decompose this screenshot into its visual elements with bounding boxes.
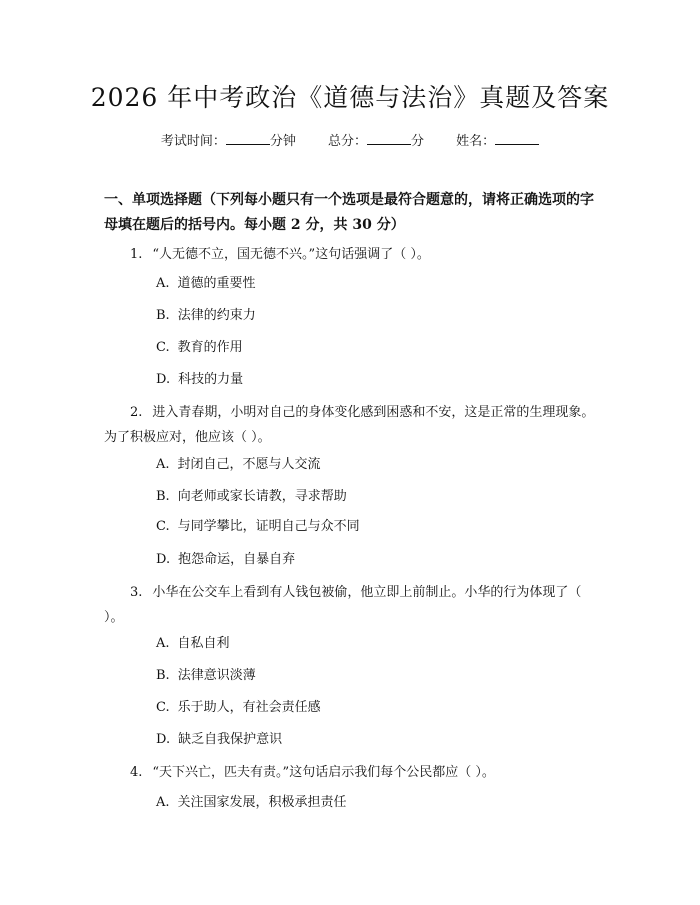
option-letter: A.: [156, 457, 170, 472]
question-3-option-c: [156, 698, 321, 718]
total-score-unit: 分: [411, 134, 425, 149]
question-2: [104, 400, 598, 450]
question-1: [104, 242, 598, 267]
option-text: 向老师或家长请教，寻求帮助: [177, 489, 347, 504]
option-text: 关注国家发展，积极承担责任: [177, 795, 347, 810]
question-text: 小华在公交车上看到有人钱包被偷，他立即上前制止。小华的行为体现了（ ）。: [104, 585, 582, 625]
option-text: 缺乏自我保护意识: [178, 732, 283, 747]
question-1-option-d: [156, 370, 243, 390]
option-letter: B.: [156, 668, 170, 683]
option-text: 抱怨命运，自暴自弃: [178, 552, 296, 567]
question-1-option-b: [156, 306, 256, 326]
exam-info-line: [0, 132, 700, 152]
question-4-option-a: [156, 793, 347, 813]
total-score-blank: [367, 132, 411, 145]
option-text: 封闭自己，不愿与人交流: [177, 457, 321, 472]
question-1-option-a: [156, 274, 256, 294]
document-title: 2026 年中考政治《道德与法治》真题及答案: [90, 83, 610, 112]
total-score-field: [328, 134, 424, 149]
option-text: 教育的作用: [177, 340, 243, 355]
option-letter: C.: [156, 519, 170, 534]
option-text: 道德的重要性: [177, 276, 256, 291]
question-3-option-d: [156, 730, 282, 750]
exam-time-blank: [226, 132, 270, 145]
option-text: 与同学攀比，证明自己与众不同: [177, 519, 360, 534]
student-name-field: [456, 134, 539, 149]
option-letter: A.: [156, 276, 170, 291]
question-4: [104, 760, 598, 785]
question-2-option-c: [156, 517, 360, 537]
question-text: “天下兴亡，匹夫有责。”这句话启示我们每个公民都应（ ）。: [152, 765, 495, 780]
question-number: 3.: [130, 585, 143, 600]
option-letter: A.: [156, 795, 170, 810]
question-2-option-d: [156, 550, 295, 570]
question-3-option-a: [156, 634, 230, 654]
option-text: 乐于助人，有社会责任感: [177, 700, 321, 715]
question-text: 进入青春期，小明对自己的身体变化感到困惑和不安，这是正常的生理现象。为了积极应对，他应该（ ）。: [104, 405, 595, 445]
question-2-option-b: [156, 487, 347, 507]
option-letter: B.: [156, 308, 170, 323]
option-text: 法律的约束力: [177, 308, 256, 323]
question-3-option-b: [156, 666, 256, 686]
question-1-option-c: [156, 338, 243, 358]
question-number: 1.: [130, 247, 143, 262]
option-letter: C.: [156, 700, 170, 715]
section-heading: 一、单项选择题（下列每小题只有一个选项是最符合题意的，请将正确选项的字母填在题后的括号内。每小题 2 分，共 30 分）: [104, 192, 594, 233]
option-letter: B.: [156, 489, 170, 504]
student-name-blank: [495, 132, 539, 145]
option-letter: A.: [156, 636, 170, 651]
question-number: 2.: [130, 405, 143, 420]
option-text: 自私自利: [177, 636, 230, 651]
option-letter: D.: [156, 552, 171, 567]
question-2-option-a: [156, 455, 321, 475]
exam-time-label: 考试时间：: [160, 134, 226, 149]
option-letter: D.: [156, 372, 171, 387]
option-letter: C.: [156, 340, 170, 355]
option-text: 法律意识淡薄: [177, 668, 256, 683]
question-number: 4.: [130, 765, 143, 780]
exam-time-field: [161, 134, 296, 149]
total-score-label: 总分：: [327, 134, 367, 149]
student-name-label: 姓名：: [456, 134, 496, 149]
option-text: 科技的力量: [178, 372, 244, 387]
exam-time-unit: 分钟: [269, 134, 296, 149]
question-text: “人无德不立，国无德不兴。”这句话强调了（ ）。: [152, 247, 430, 262]
option-letter: D.: [156, 732, 171, 747]
question-3: [104, 580, 598, 630]
